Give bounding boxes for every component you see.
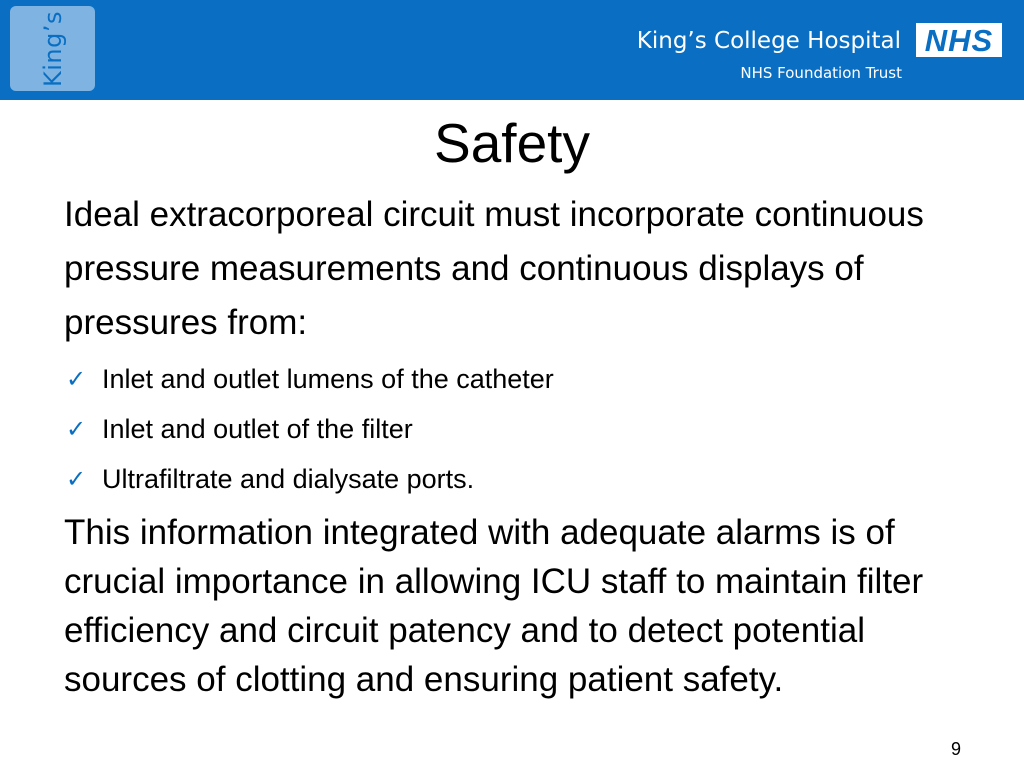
check-icon: ✓: [66, 365, 87, 393]
slide-title: Safety: [434, 112, 590, 174]
nhs-logo-text: NHS: [924, 22, 994, 58]
hospital-name: King’s College Hospital: [636, 28, 901, 54]
kings-logo-text: King’s: [38, 10, 67, 87]
bullet-text: Inlet and outlet of the filter: [102, 414, 413, 444]
check-icon: ✓: [66, 415, 87, 443]
nhs-logo: [916, 23, 1002, 57]
bullet-item: [64, 404, 984, 454]
bullet-text: Ultrafiltrate and dialysate ports.: [102, 464, 475, 494]
kings-logo: [10, 6, 95, 91]
trust-name: NHS Foundation Trust: [740, 64, 902, 82]
conclusion-paragraph: This information integrated with adequate alarms is of crucial importance in allowing ICU staff to maintain filter efficiency and circuit patency and to detect potential sources of clotting and ensuring patient safety.: [64, 513, 924, 699]
bullet-item: [64, 454, 984, 504]
bullet-item: [64, 354, 984, 404]
bullet-list: [64, 354, 984, 504]
intro-paragraph: Ideal extracorporeal circuit must incorporate continuous pressure measurements and continuous displays of pressures from:: [64, 195, 924, 342]
page-number: 9: [950, 739, 961, 759]
check-icon: ✓: [66, 465, 87, 493]
header-bar: [0, 0, 1024, 100]
bullet-text: Inlet and outlet lumens of the catheter: [102, 364, 554, 394]
slide-content: [64, 188, 984, 704]
